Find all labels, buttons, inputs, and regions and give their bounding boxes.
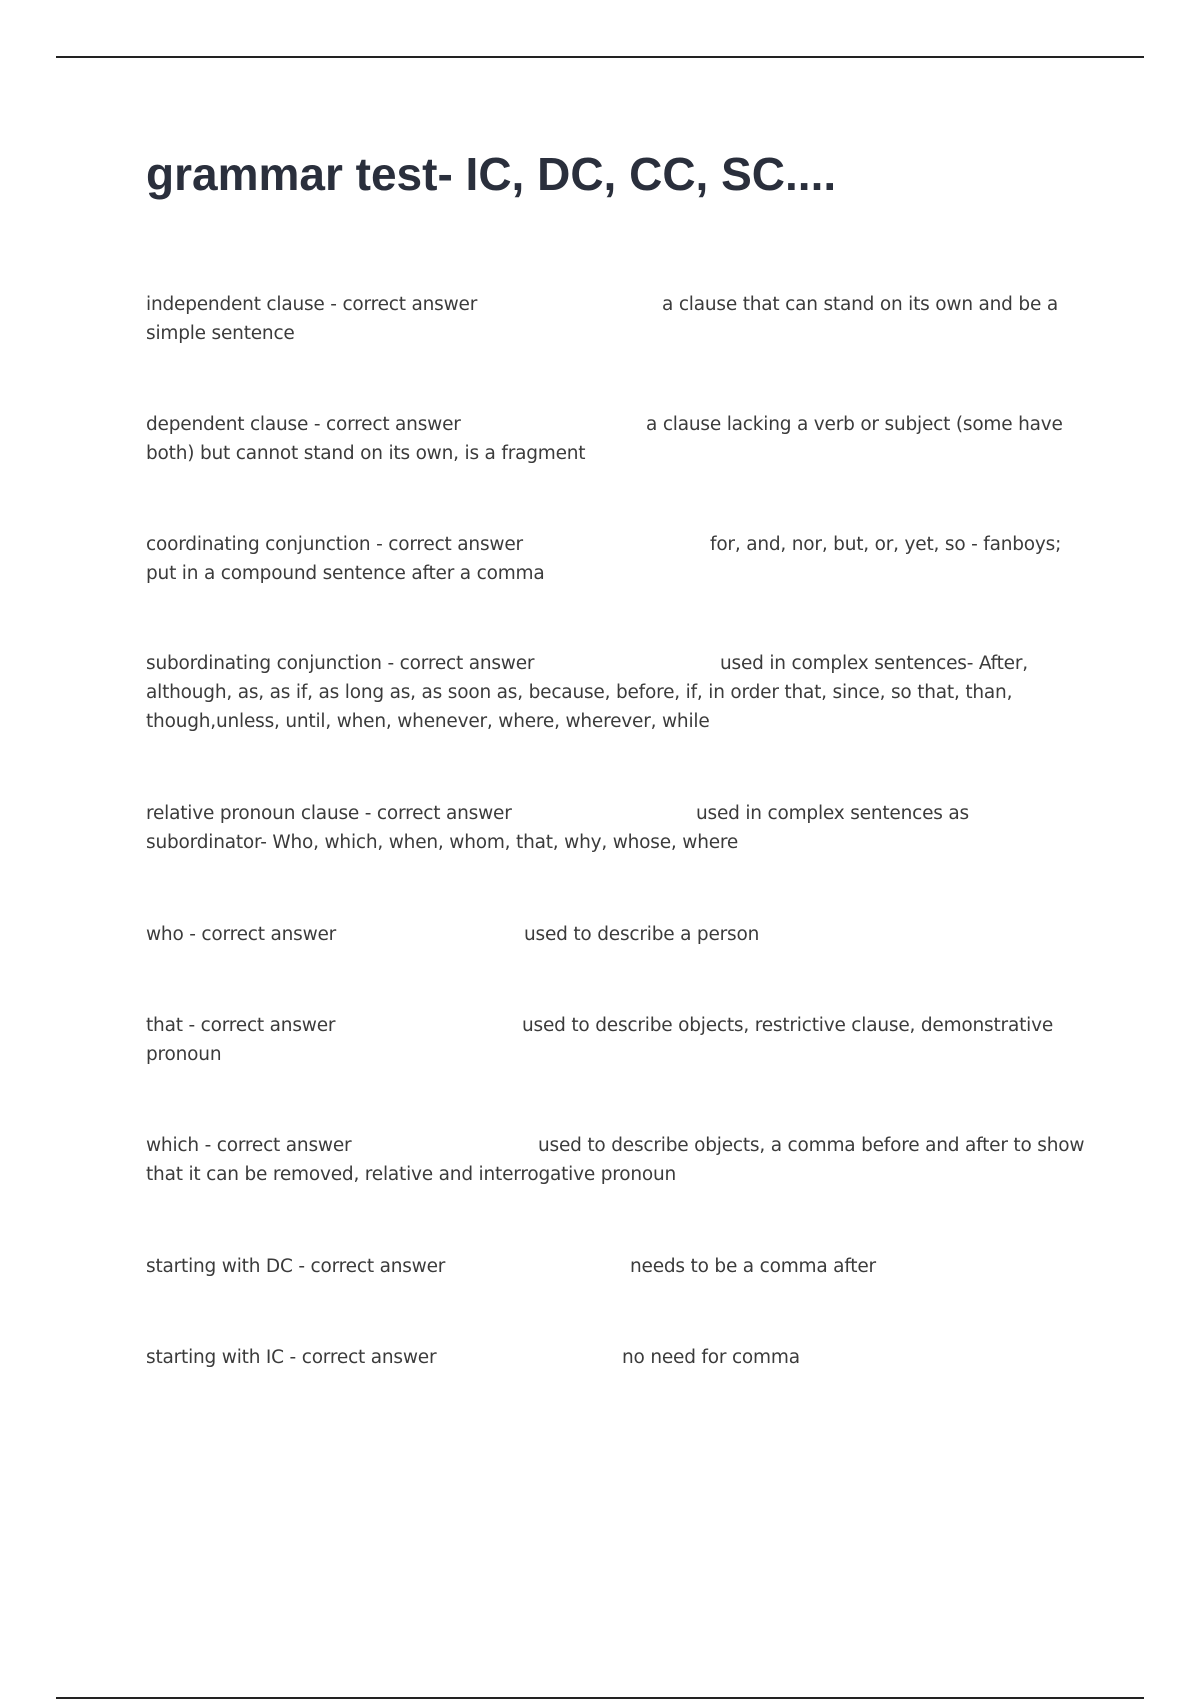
entry-term: starting with DC - correct answer: [146, 1256, 446, 1277]
flashcard-entry: [146, 1011, 1086, 1069]
entry-term: starting with IC - correct answer: [146, 1347, 437, 1368]
entry-definition: for, and, nor, but, or, yet, so - fanboys; put in a compound sentence after a comma: [146, 534, 1062, 584]
flashcard-entry: [146, 1343, 1086, 1372]
flashcard-entry: [146, 920, 1086, 949]
entry-term: subordinating conjunction - correct answer: [146, 653, 535, 674]
entry-definition: used to describe objects, a comma before and after to show that it can be removed, relative and interrogative pronoun: [146, 1135, 1085, 1185]
entry-definition: used to describe objects, restrictive clause, demonstrative pronoun: [146, 1015, 1054, 1065]
bottom-rule: [56, 1697, 1144, 1699]
flashcard-entry: [146, 799, 1086, 857]
entry-definition: a clause that can stand on its own and be a simple sentence: [146, 294, 1058, 344]
entry-definition: used to describe a person: [524, 924, 760, 945]
flashcard-entry: [146, 1131, 1086, 1189]
entry-definition: used in complex sentences as subordinator- Who, which, when, whom, that, why, whose, where: [146, 803, 969, 853]
entry-term: independent clause - correct answer: [146, 294, 478, 315]
flashcard-entry: [146, 530, 1086, 588]
flashcard-entry: [146, 1252, 1086, 1281]
entry-term: coordinating conjunction - correct answer: [146, 534, 523, 555]
flashcard-entry: [146, 649, 1086, 736]
page-title: grammar test- IC, DC, CC, SC....: [146, 148, 837, 200]
entry-definition: a clause lacking a verb or subject (some have both) but cannot stand on its own, is a fragment: [146, 414, 1063, 464]
flashcard-entry: [146, 290, 1086, 348]
entry-definition: used in complex sentences- After, although, as, as if, as long as, as soon as, because, before, if, in order that, since, so that, than, though,unless, until, when, whenever, where, wherever, while: [146, 653, 1028, 732]
entry-term: dependent clause - correct answer: [146, 414, 461, 435]
entry-term: relative pronoun clause - correct answer: [146, 803, 512, 824]
top-rule: [56, 56, 1144, 58]
entry-definition: needs to be a comma after: [630, 1256, 876, 1277]
entry-term: who - correct answer: [146, 924, 337, 945]
entry-definition: no need for comma: [622, 1347, 800, 1368]
flashcard-entry: [146, 410, 1086, 468]
entry-term: that - correct answer: [146, 1015, 336, 1036]
entry-term: which - correct answer: [146, 1135, 352, 1156]
